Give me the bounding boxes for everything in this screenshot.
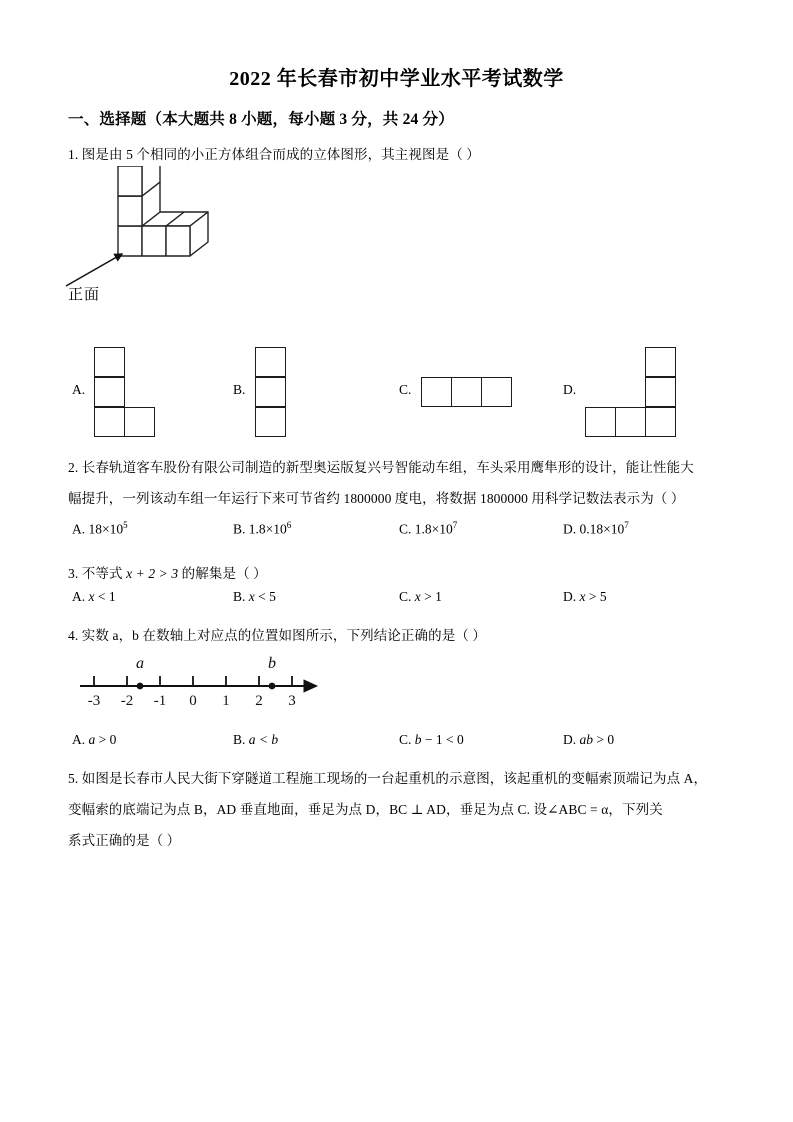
option-relation: < 5 <box>254 589 276 604</box>
option-value: 1.8×10 <box>414 521 453 537</box>
option-relation: < 1 <box>94 589 116 604</box>
grid-cell <box>645 347 676 377</box>
svg-text:-2: -2 <box>120 693 134 709</box>
question-5-line1: 5. 如图是长春市人民大街下穿隧道工程施工现场的一台起重机的示意图，该起重机的变幅索顶端记为点 A， <box>68 771 708 786</box>
question-1-text: 1. 图是由 5 个相同的小正方体组合而成的立体图形，其主视图是（ ） <box>68 147 480 162</box>
option-exponent: 7 <box>624 520 629 530</box>
option-letter: D. <box>563 732 577 747</box>
section-heading-multiple-choice: 一、选择题（本大题共 8 小题，每小题 3 分，共 24 分） <box>68 111 454 128</box>
option-letter: B. <box>233 732 246 747</box>
page-title: 2022 年长春市初中学业水平考试数学 <box>229 68 564 90</box>
question-2-line1: 2. 长春轨道客车股份有限公司制造的新型奥运版复兴号智能动车组，车头采用鹰隼形的设计，能让性能大 <box>68 460 694 475</box>
svg-text:1: 1 <box>222 693 230 709</box>
question-3-option-a[interactable] <box>72 589 116 605</box>
option-variable: x <box>248 589 255 604</box>
question-3-option-b[interactable] <box>233 589 276 605</box>
option-variable: a <box>248 732 256 747</box>
option-variable: x <box>579 589 586 604</box>
question-2-line2: 幅提升，一列该动车组一年运行下来可节省约 1800000 度电，将数据 1800000 用科学记数法表示为（ ） <box>68 491 685 506</box>
question-2-option-d[interactable] <box>563 520 629 538</box>
grid-cell <box>255 407 286 437</box>
grid-cell <box>481 377 512 407</box>
question-2-option-a[interactable] <box>72 520 128 538</box>
grid-cell <box>585 407 616 437</box>
option-letter: A. <box>72 521 86 537</box>
option-letter: C. <box>399 589 412 604</box>
option-letter: C. <box>399 521 412 537</box>
question-4-option-b[interactable] <box>233 732 278 748</box>
svg-text:b: b <box>268 655 276 672</box>
question-1-option-b-label[interactable]: B. <box>233 382 246 397</box>
option-variable: a <box>88 732 96 747</box>
question-2-option-c[interactable] <box>399 520 457 538</box>
question-4-option-c[interactable] <box>399 732 464 748</box>
option-exponent: 6 <box>286 520 292 530</box>
grid-cell <box>255 377 286 407</box>
option-relation: > 0 <box>593 732 615 747</box>
question-4-options <box>0 732 793 754</box>
option-relation: < b <box>255 732 279 747</box>
option-letter: C. <box>399 732 412 747</box>
option-exponent: 7 <box>452 520 458 530</box>
grid-cell <box>124 407 155 437</box>
grid-cell <box>615 407 646 437</box>
option-relation: > 5 <box>585 589 607 604</box>
svg-text:-3: -3 <box>87 693 101 709</box>
option-exponent: 5 <box>123 520 128 530</box>
front-view-label: 正面 <box>68 287 101 303</box>
option-letter: A. <box>72 732 86 747</box>
svg-text:2: 2 <box>255 693 263 709</box>
option-letter: B. <box>233 589 246 604</box>
option-variable: b <box>414 732 422 747</box>
option-value: 18×10 <box>88 521 124 537</box>
question-1-option-b-shape[interactable] <box>255 347 295 439</box>
grid-cell <box>94 377 125 407</box>
question-3-option-c[interactable] <box>399 589 442 605</box>
question-5-line2: 变幅索的底端记为点 B，AD 垂直地面，垂足为点 D，BC ⊥ AD，垂足为点 C. 设∠ABC = α，下列关 <box>68 802 663 817</box>
question-4-option-a[interactable] <box>72 732 116 748</box>
question-1-option-a-shape[interactable] <box>94 347 164 439</box>
question-3-suffix: 的解集是（ ） <box>178 566 267 581</box>
question-5-line3: 系式正确的是（ ） <box>68 833 181 848</box>
question-1-option-d-shape[interactable] <box>585 347 685 439</box>
option-value: 1.8×10 <box>248 521 287 537</box>
question-1-option-d-label[interactable]: D. <box>563 382 577 397</box>
question-3-prefix: 3. 不等式 <box>68 566 127 581</box>
question-3-options <box>0 589 793 611</box>
grid-cell <box>451 377 482 407</box>
option-letter: D. <box>563 521 577 537</box>
grid-cell <box>645 407 676 437</box>
question-4-number-line-figure <box>76 650 336 712</box>
question-1-option-a-label[interactable]: A. <box>72 382 86 397</box>
grid-cell <box>255 347 286 377</box>
option-letter: A. <box>72 589 86 604</box>
option-relation: − 1 < 0 <box>421 732 464 747</box>
svg-text:0: 0 <box>189 693 197 709</box>
question-4-option-d[interactable] <box>563 732 614 748</box>
question-1-option-c-shape[interactable] <box>421 377 521 409</box>
grid-cell <box>94 407 125 437</box>
svg-text:3: 3 <box>288 693 296 709</box>
option-value: 0.18×10 <box>579 521 625 537</box>
option-variable: x <box>414 589 421 604</box>
grid-cell <box>94 347 125 377</box>
question-2-options <box>0 520 793 542</box>
option-relation: > 1 <box>420 589 442 604</box>
svg-text:a: a <box>136 655 144 672</box>
option-relation: > 0 <box>95 732 117 747</box>
option-letter: D. <box>563 589 577 604</box>
question-4-text: 4. 实数 a，b 在数轴上对应点的位置如图所示，下列结论正确的是（ ） <box>68 628 486 643</box>
grid-cell <box>421 377 452 407</box>
question-3-expression: x + 2 > 3 <box>126 566 179 581</box>
question-3-text <box>68 558 267 589</box>
option-variable: ab <box>579 732 593 747</box>
option-variable: x <box>88 589 95 604</box>
grid-cell <box>645 377 676 407</box>
question-1-option-c-label[interactable]: C. <box>399 382 412 397</box>
question-2-option-b[interactable] <box>233 520 291 538</box>
question-3-option-d[interactable] <box>563 589 607 605</box>
svg-text:-1: -1 <box>153 693 167 709</box>
option-letter: B. <box>233 521 246 537</box>
